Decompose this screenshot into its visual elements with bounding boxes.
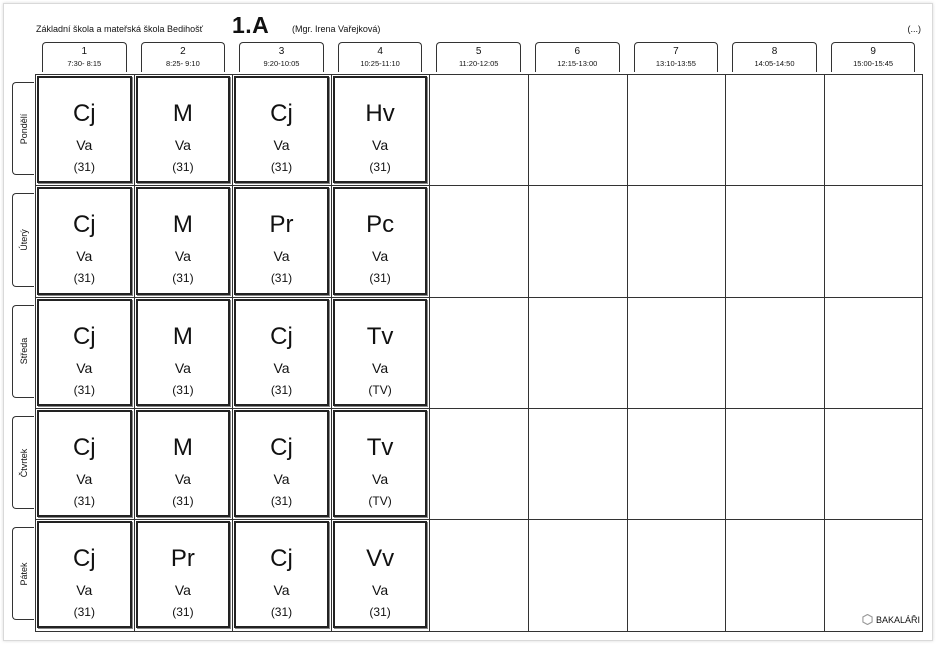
lesson-room: (31) — [369, 271, 391, 286]
lesson-cell[interactable] — [333, 76, 428, 183]
lesson-cell[interactable] — [37, 299, 132, 406]
day-tab-2 — [12, 193, 34, 286]
bakalari-logo-icon — [862, 614, 873, 625]
lesson-cell[interactable] — [333, 187, 428, 294]
lesson-subject: Vv — [366, 545, 395, 573]
lesson-room: (31) — [270, 493, 293, 508]
period-tab-4 — [338, 42, 423, 72]
lesson-room: (31) — [73, 160, 95, 174]
lesson-cell[interactable] — [136, 410, 231, 517]
bakalari-logo — [862, 614, 920, 625]
lesson-teacher: Va — [372, 582, 389, 599]
lesson-teacher: Va — [174, 137, 191, 153]
lesson-teacher: Va — [174, 359, 191, 376]
lesson-room: (31) — [73, 493, 95, 508]
lesson-room: (31) — [73, 382, 95, 397]
lesson-cell[interactable] — [37, 187, 132, 294]
lesson-subject: M — [172, 433, 193, 461]
period-tab-5 — [436, 42, 521, 72]
lesson-teacher: Va — [372, 470, 389, 487]
period-number: 7 — [673, 46, 679, 57]
lesson-teacher: Va — [273, 248, 290, 265]
lesson-cell[interactable] — [136, 187, 231, 294]
lesson-cell[interactable] — [333, 521, 428, 628]
grid-column-divider — [232, 75, 233, 631]
lesson-teacher: Va — [76, 359, 93, 376]
lesson-teacher: Va — [273, 359, 290, 376]
period-number: 8 — [771, 46, 778, 57]
period-number: 1 — [81, 46, 88, 57]
period-time: 11:20-12:05 — [458, 59, 499, 68]
lesson-subject: M — [172, 100, 193, 127]
lesson-subject: Pr — [269, 211, 294, 239]
lesson-room: (TV) — [368, 382, 392, 397]
grid-column-divider — [824, 75, 825, 631]
lesson-subject: Cj — [72, 100, 96, 127]
lesson-cell[interactable] — [234, 410, 329, 517]
period-tab-1 — [42, 42, 127, 72]
lesson-subject: Cj — [72, 545, 96, 573]
lesson-teacher: Va — [273, 582, 290, 599]
lesson-room: (31) — [172, 382, 194, 397]
period-tab-8 — [732, 42, 817, 72]
grid-column-divider — [627, 75, 628, 631]
grid-row-divider — [36, 185, 922, 186]
lesson-teacher: Va — [174, 470, 191, 487]
grid-row-divider — [36, 297, 922, 298]
lesson-cell[interactable] — [136, 521, 231, 628]
period-time: 9:20-10:05 — [263, 59, 300, 68]
lesson-room: (31) — [270, 271, 293, 286]
day-label: Pondělí — [18, 113, 29, 144]
period-number: 4 — [377, 46, 383, 57]
lesson-cell[interactable] — [37, 410, 132, 517]
period-tab-9 — [831, 42, 916, 72]
period-tab-7 — [634, 42, 719, 72]
lesson-teacher: Va — [76, 582, 93, 599]
lesson-room: (31) — [270, 605, 293, 620]
lesson-room: (31) — [270, 160, 293, 174]
period-number: 9 — [870, 46, 876, 57]
day-tab-4 — [12, 416, 34, 509]
lesson-room: (31) — [172, 605, 194, 620]
lesson-teacher: Va — [174, 582, 191, 599]
school-name: Základní škola a mateřská škola Bedihošť — [36, 24, 203, 34]
period-time: 15:00-15:45 — [853, 59, 894, 68]
lesson-teacher: Va — [273, 470, 290, 487]
lesson-room: (31) — [172, 271, 194, 286]
period-number: 3 — [278, 46, 285, 57]
lesson-subject: Pr — [170, 545, 195, 573]
lesson-room: (31) — [270, 382, 293, 397]
lesson-cell[interactable] — [333, 299, 428, 406]
period-number: 6 — [574, 46, 581, 57]
lesson-teacher: Va — [273, 137, 290, 153]
lesson-room: (31) — [172, 160, 194, 174]
lesson-teacher: Va — [372, 359, 389, 376]
period-time: 10:25-11:10 — [360, 59, 400, 68]
grid-column-divider — [429, 75, 430, 631]
lesson-subject: M — [172, 211, 193, 239]
lesson-teacher: Va — [372, 137, 389, 153]
period-time: 13:10-13:55 — [655, 59, 696, 68]
lesson-cell[interactable] — [234, 299, 329, 406]
grid-column-divider — [331, 75, 332, 631]
grid-row-divider — [36, 408, 922, 409]
period-time: 8:25- 9:10 — [166, 59, 200, 68]
period-time: 14:05-14:50 — [754, 59, 795, 68]
grid-column-divider — [725, 75, 726, 631]
lesson-subject: Hv — [365, 100, 395, 127]
logo-text: BAKALÁŘI — [875, 614, 920, 625]
day-label: Úterý — [18, 229, 29, 251]
grid-row-divider — [36, 519, 922, 520]
timetable-grid — [35, 74, 923, 632]
lesson-cell[interactable] — [234, 187, 329, 294]
grid-column-divider — [134, 75, 135, 631]
period-tab-6 — [535, 42, 620, 72]
class-title: 1.A — [232, 12, 270, 38]
day-label: Středa — [18, 337, 29, 365]
lesson-subject: Cj — [270, 545, 293, 573]
lesson-cell[interactable] — [136, 299, 231, 406]
class-teacher: (Mgr. Irena Vařejková) — [292, 24, 381, 34]
lesson-cell[interactable] — [37, 76, 132, 183]
lesson-subject: Tv — [366, 322, 394, 350]
period-tab-3 — [239, 42, 324, 72]
lesson-subject: Cj — [270, 100, 293, 127]
lesson-cell[interactable] — [333, 410, 428, 517]
period-tab-2 — [141, 42, 226, 72]
lesson-room: (31) — [369, 160, 391, 174]
lesson-subject: Pc — [366, 211, 395, 239]
lesson-cell[interactable] — [234, 521, 329, 628]
lesson-subject: Cj — [72, 211, 96, 239]
lesson-teacher: Va — [76, 137, 93, 153]
period-number: 5 — [475, 46, 482, 57]
day-tab-1 — [12, 82, 34, 175]
period-time: 12:15-13:00 — [557, 59, 598, 68]
lesson-subject: Cj — [270, 322, 293, 350]
day-tab-5 — [12, 527, 34, 620]
lesson-cell[interactable] — [37, 521, 132, 628]
day-tab-3 — [12, 305, 34, 398]
lesson-teacher: Va — [76, 470, 93, 487]
lesson-room: (TV) — [368, 493, 392, 508]
lesson-room: (31) — [369, 605, 391, 620]
more-indicator: (...) — [907, 24, 921, 34]
lesson-teacher: Va — [372, 248, 389, 265]
lesson-cell[interactable] — [234, 76, 329, 183]
lesson-subject: Tv — [366, 433, 394, 461]
grid-column-divider — [528, 75, 529, 631]
lesson-room: (31) — [73, 271, 95, 286]
day-label: Pátek — [18, 562, 29, 586]
lesson-room: (31) — [73, 605, 95, 620]
lesson-teacher: Va — [174, 248, 191, 265]
lesson-cell[interactable] — [136, 76, 231, 183]
day-label: Čtvrtek — [18, 448, 29, 477]
period-number: 2 — [180, 46, 186, 57]
lesson-subject: Cj — [72, 433, 96, 461]
lesson-teacher: Va — [76, 248, 93, 265]
lesson-subject: Cj — [72, 322, 96, 350]
lesson-subject: Cj — [270, 433, 293, 461]
lesson-room: (31) — [172, 493, 194, 508]
period-time: 7:30- 8:15 — [67, 59, 102, 68]
lesson-subject: M — [172, 322, 193, 350]
